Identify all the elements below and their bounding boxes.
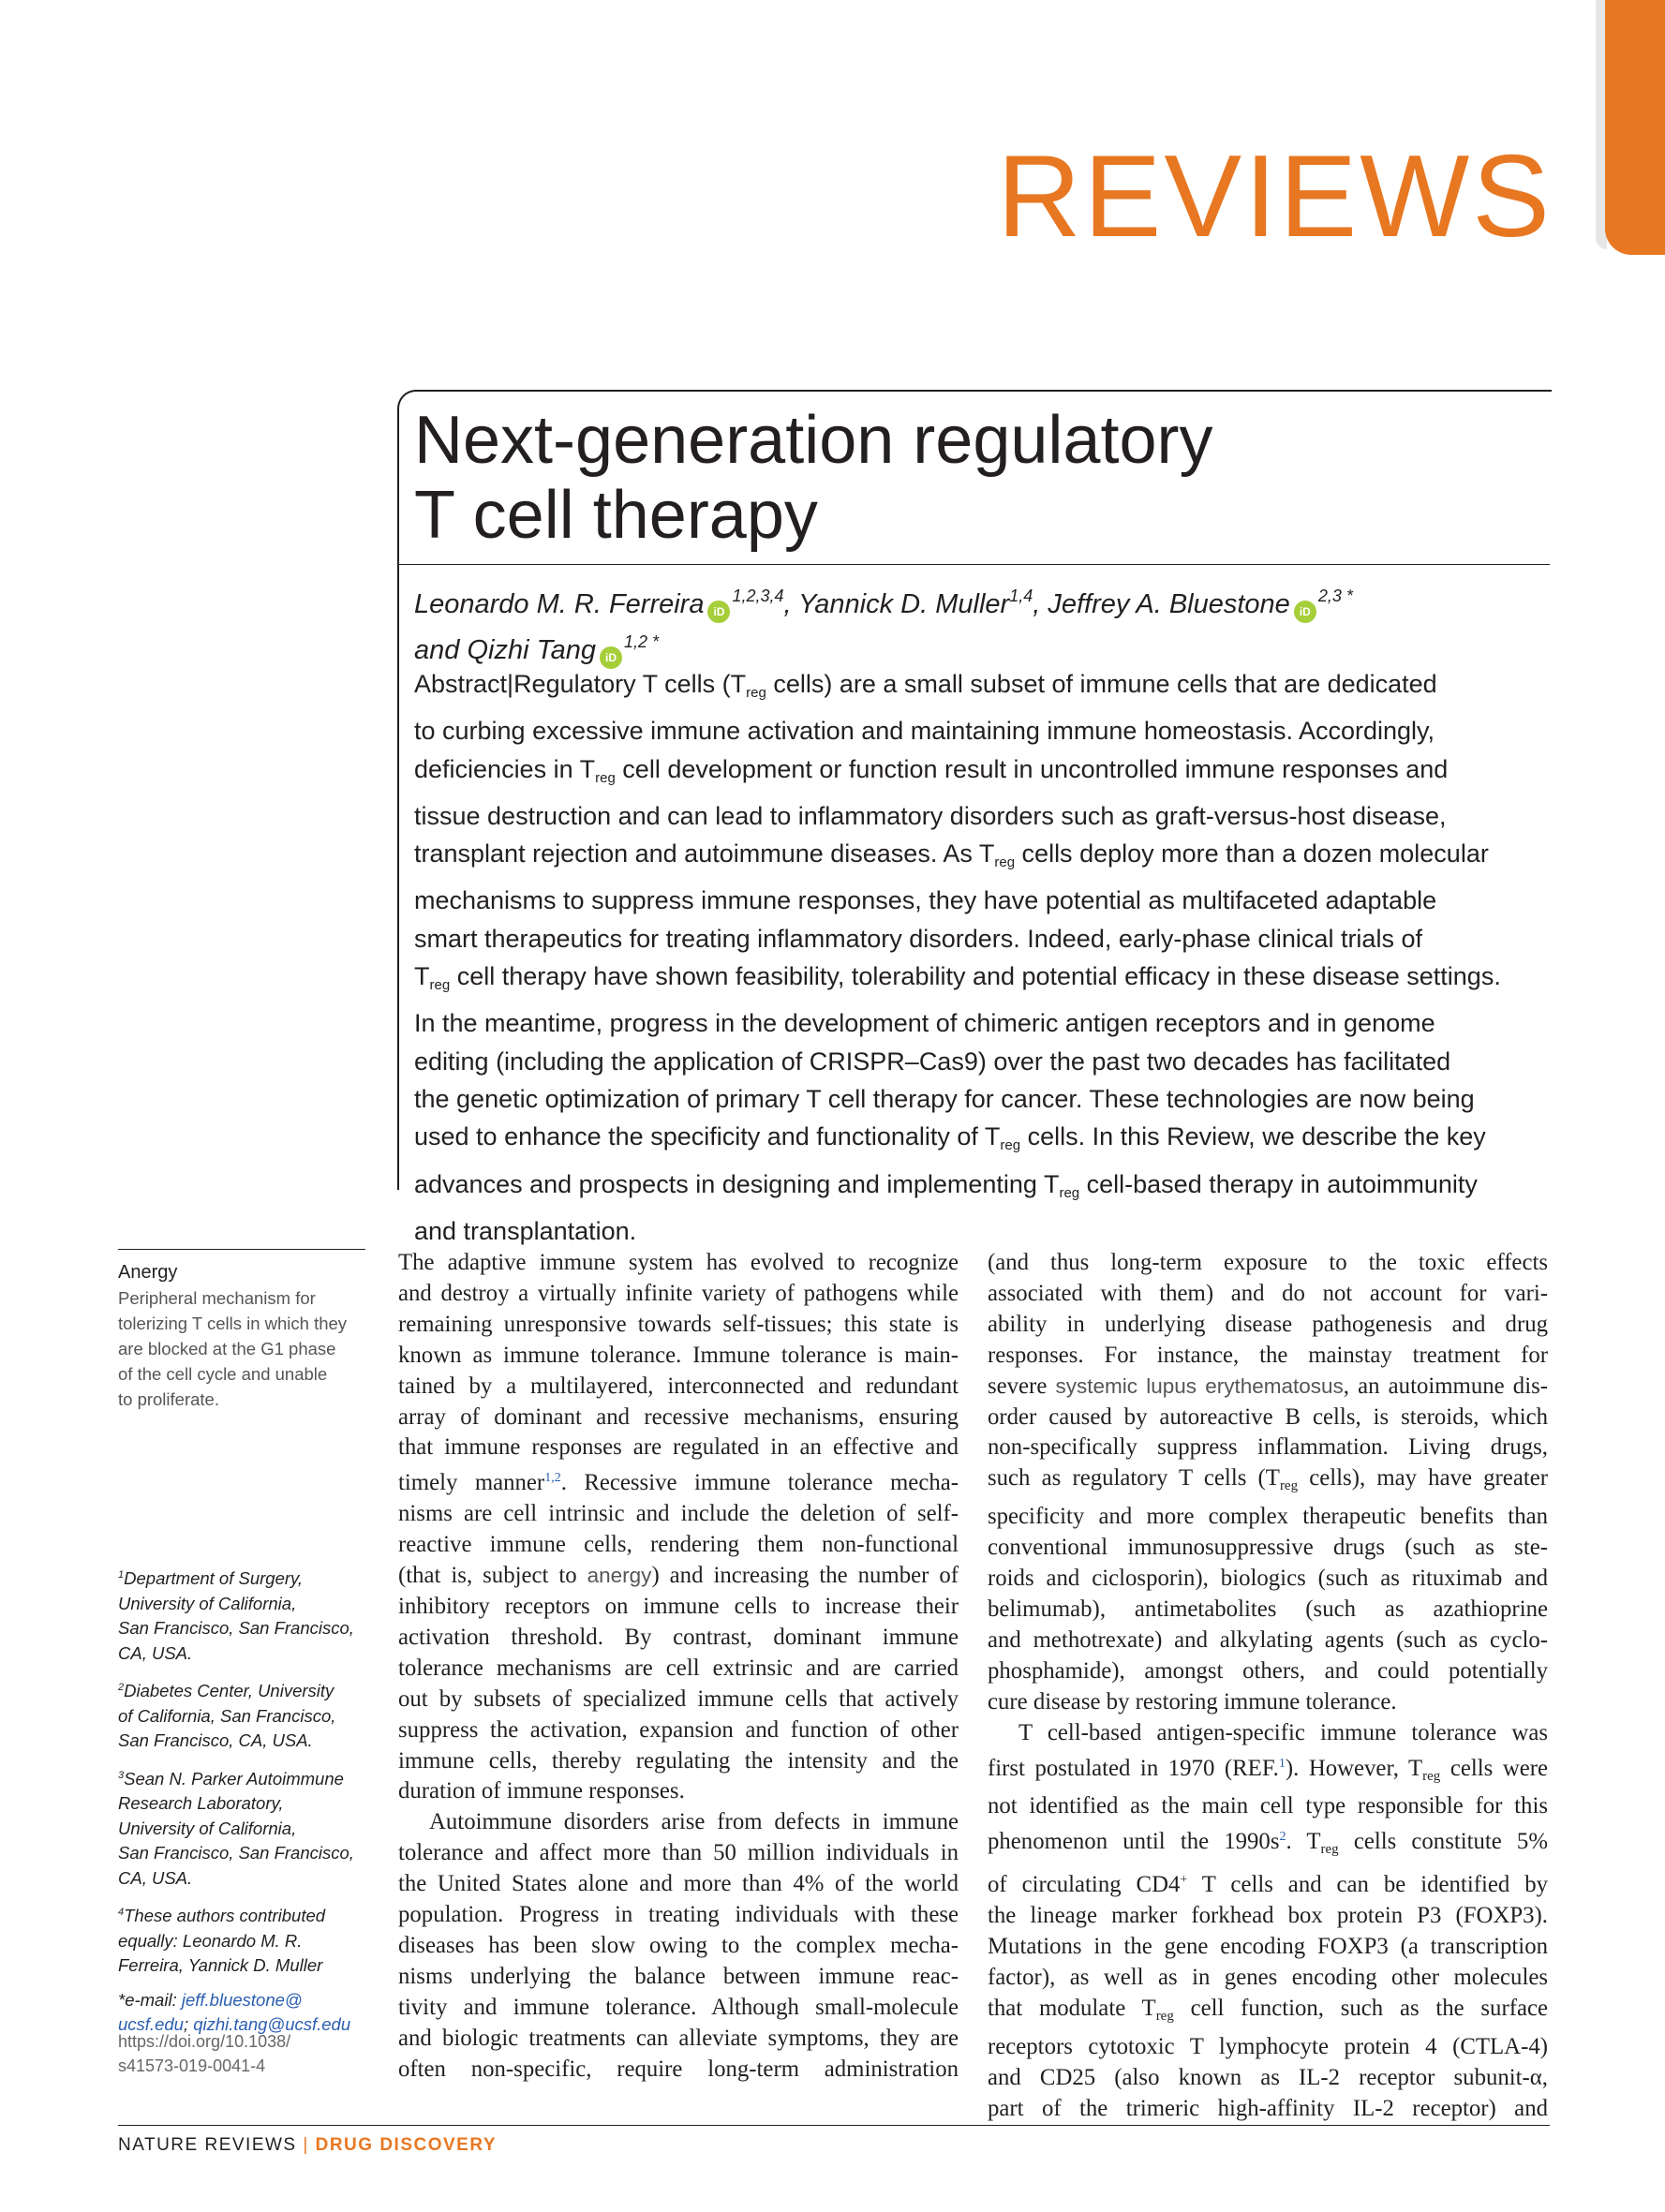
body-text-line: belimumab), antimetabolites (such as azathioprine xyxy=(988,1596,1548,1622)
body-text-line: remaining unresponsive towards self-tissues; this state is xyxy=(398,1311,959,1337)
doi[interactable] xyxy=(118,2029,365,2078)
affiliation-number: 3 xyxy=(118,1769,125,1781)
author-name[interactable]: Leonardo M. R. Ferreira xyxy=(414,589,705,619)
abstract-line: used to enhance the specificity and functionality of $T_{reg}$ cells. In this Review, we describe the key xyxy=(414,1122,1486,1154)
body-text-line: tolerance mechanisms are cell extrinsic and are carried xyxy=(398,1655,959,1681)
abstract-line: mechanisms to suppress immune responses, they have potential as multifaceted adaptable xyxy=(414,886,1437,915)
body-text-line: conventional immunosuppressive drugs (such as ste- xyxy=(988,1535,1548,1561)
section-label: REVIEWS xyxy=(997,132,1553,261)
reference-citation[interactable]: 1,2 xyxy=(544,1471,561,1486)
affiliation-number: 4 xyxy=(118,1907,125,1918)
body-text-line: Autoimmune disorders arise from defects in immune xyxy=(429,1809,959,1835)
glossary-link[interactable]: anergy xyxy=(587,1564,652,1588)
body-text-line: tivity and immune tolerance. Although small-molecule xyxy=(398,1994,959,2020)
body-text-line: the lineage marker forkhead box protein P3 (FOXP3). xyxy=(988,1903,1548,1929)
body-text-line: associated with them) and do not account for vari- xyxy=(988,1280,1548,1306)
affiliation-number: 2 xyxy=(118,1682,125,1693)
body-text-line: nisms underlying the balance between immune reac- xyxy=(398,1963,959,1989)
body-text-line: phosphamide), amongst others, and could potentially xyxy=(988,1657,1548,1684)
body-text-line: order caused by autoreactive B cells, is steroids, which xyxy=(988,1403,1548,1430)
abstract-line: $T_{reg}$ cell therapy have shown feasibility, tolerability and potential efficacy in these disease settings. xyxy=(414,962,1501,994)
body-text-line: specificity and more complex therapeutic benefits than xyxy=(988,1504,1548,1530)
body-text-line: suppress the activation, expansion and function of other xyxy=(398,1716,959,1743)
affiliation-line: Diabetes Center, University xyxy=(124,1681,334,1700)
subscript-reg: reg xyxy=(1155,2008,1174,2024)
affiliation-line: Department of Surgery, xyxy=(124,1568,304,1588)
body-text-line: and destroy a virtually infinite variety of pathogens while xyxy=(398,1280,959,1306)
subscript-reg: reg xyxy=(1422,1768,1441,1784)
reference-citation[interactable]: 1 xyxy=(1278,1756,1286,1771)
affiliation-line: These authors contributed xyxy=(124,1906,326,1925)
body-text-line: timely manner$^{1,2}$. Recessive immune tolerance mecha- xyxy=(398,1470,959,1496)
section-tab xyxy=(1605,0,1665,255)
body-text-line: and methotrexate) and alkylating agents (such as cyclo- xyxy=(988,1626,1548,1653)
glossary-definition-line: of the cell cycle and unable xyxy=(118,1364,328,1384)
body-text-line: Mutations in the gene encoding FOXP3 (a transcription xyxy=(988,1934,1548,1960)
orcid-icon[interactable]: iD xyxy=(600,646,622,669)
body-text-line: (that is, subject to anergy) and increasing the number of xyxy=(398,1563,959,1589)
affiliation-item xyxy=(118,1675,365,1754)
abstract-line: deficiencies in $T_{reg}$ cell development or function result in uncontrolled immune responses and xyxy=(414,754,1449,786)
body-text-line: responses. For instance, the mainstay treatment for xyxy=(988,1342,1548,1368)
footer-separator: | xyxy=(303,2135,309,2155)
affiliation-line: San Francisco, San Francisco, xyxy=(118,1618,354,1638)
affiliation-item xyxy=(118,1563,365,1666)
affiliation-line: equally: Leonardo M. R. xyxy=(118,1930,303,1951)
body-text-line: reactive immune cells, rendering them non-functional xyxy=(398,1532,959,1558)
body-text-line: activation threshold. By contrast, dominant immune xyxy=(398,1624,959,1650)
abstract-line: and transplantation. xyxy=(414,1216,637,1245)
abstract-line: In the meantime, progress in the development of chimeric antigen receptors and in genome xyxy=(414,1009,1435,1038)
body-text-line: the United States alone and more than 4% of the world xyxy=(398,1871,959,1897)
body-text-line: ability in underlying disease pathogenesis and drug xyxy=(988,1311,1548,1337)
body-column-left xyxy=(398,1248,959,2085)
affiliation-line: Ferreira, Yannick D. Muller xyxy=(118,1955,323,1975)
email-separator: ; xyxy=(183,2014,194,2034)
body-text-line: array of dominant and recessive mechanisms, ensuring xyxy=(398,1403,959,1430)
abstract xyxy=(414,665,1550,1250)
body-text-line: roids and ciclosporin), biologics (such as rituximab and xyxy=(988,1566,1548,1592)
author-affiliation-marks: 1,2 * xyxy=(624,632,660,651)
subscript-reg: reg xyxy=(746,685,766,701)
glossary-definition xyxy=(118,1285,365,1412)
body-text-line: and biologic treatments can alleviate symptoms, they are xyxy=(398,2025,959,2051)
abstract-separator: | xyxy=(507,670,514,698)
footer-section: DRUG DISCOVERY xyxy=(315,2135,498,2155)
body-text-line: often non-specific, require long-term administration xyxy=(398,2056,959,2082)
body-text-line: diseases has been slow owing to the complex mecha- xyxy=(398,1932,959,1958)
title-line-1: Next-generation regulatory xyxy=(414,403,1213,478)
subscript-reg: reg xyxy=(429,977,451,994)
subscript-reg: reg xyxy=(1059,1184,1080,1201)
body-text-line: factor), as well as in genes encoding other molecules xyxy=(988,1964,1548,1990)
glossary-link[interactable]: systemic lupus erythematosus xyxy=(1055,1373,1344,1398)
body-text-line: that immune responses are regulated in an effective and xyxy=(398,1434,959,1461)
body-text-line: T cell-based antigen-specific immune tolerance was xyxy=(1018,1719,1548,1745)
abstract-line: editing (including the application of CRISPR–Cas9) over the past two decades has facilitated xyxy=(414,1047,1451,1076)
body-text-line: known as immune tolerance. Immune tolerance is main- xyxy=(398,1342,959,1368)
footer-divider xyxy=(118,2125,1550,2126)
body-text-line: that modulate $T_{reg}$ cell function, such as the surface xyxy=(988,1995,1548,2024)
abstract-line: the genetic optimization of primary T cell therapy for cancer. These technologies are now being xyxy=(414,1084,1475,1113)
affiliation-item xyxy=(118,1900,365,1979)
abstract-line: Abstract|Regulatory T cells ($T_{reg}$ cells) are a small subset of immune cells that are dedicated xyxy=(414,670,1437,701)
body-text-line: immune cells, thereby regulating the intensity and the xyxy=(398,1747,959,1774)
body-text-line: first postulated in 1970 (REF.$^1$). However, $T_{reg}$ cells were xyxy=(988,1755,1548,1784)
reference-citation[interactable]: 2 xyxy=(1279,1830,1286,1845)
orcid-icon[interactable]: iD xyxy=(1294,601,1316,623)
affiliation-line: University of California, xyxy=(118,1593,297,1613)
article-title xyxy=(414,403,1212,553)
affiliations xyxy=(118,1563,365,2047)
affiliation-line: Research Laboratory, xyxy=(118,1793,284,1813)
body-text-line: receptors cytotoxic T lymphocyte protein 4 (CTLA-4) xyxy=(988,2033,1548,2059)
affiliation-line: CA, USA. xyxy=(118,1642,193,1663)
body-text-line: duration of immune responses. xyxy=(398,1778,685,1804)
subscript-reg: reg xyxy=(1320,1842,1339,1858)
body-text-line: inhibitory receptors on immune cells to increase their xyxy=(398,1593,959,1619)
subscript-reg: reg xyxy=(994,854,1016,871)
affiliation-line: University of California, xyxy=(118,1818,297,1838)
affiliation-line: of California, San Francisco, xyxy=(118,1705,336,1726)
body-text-line: cure disease by restoring immune tolerance. xyxy=(988,1688,1397,1715)
affiliation-number: 1 xyxy=(118,1569,125,1581)
author-name[interactable]: Jeffrey A. Bluestone xyxy=(1048,589,1290,619)
author-list: Leonardo M. R. Ferreira iD$^{1,2,3,4}$, Yannick D. Muller$^{1,4}$, Jeffrey A. Bluestone iD$^{2,3 *}$ and Qizhi Tang iD$^{1,2 *}$ xyxy=(414,577,1539,669)
body-text-line: out by subsets of specialized immune cells that actively xyxy=(398,1685,959,1712)
email-link-bluestone[interactable]: jeff.bluestone@ xyxy=(181,1989,303,2010)
subscript-reg: reg xyxy=(1000,1137,1021,1154)
abstract-line: transplant rejection and autoimmune diseases. As $T_{reg}$ cells deploy more than a dozen molecular xyxy=(414,839,1489,871)
glossary-definition-line: tolerizing T cells in which they xyxy=(118,1314,348,1333)
body-text-line: and CD25 (also known as IL-2 receptor subunit-α, xyxy=(988,2064,1548,2090)
body-text-line: tolerance and affect more than 50 million individuals in xyxy=(398,1840,959,1866)
title-divider xyxy=(397,564,1550,565)
glossary-term: Anergy xyxy=(118,1262,178,1283)
superscript-plus: + xyxy=(1180,1873,1188,1888)
title-line-2: T cell therapy xyxy=(414,478,818,553)
glossary-divider xyxy=(118,1249,365,1250)
body-text-line: population. Progress in treating individuals with these xyxy=(398,1902,959,1928)
glossary-definition-line: Peripheral mechanism for xyxy=(118,1288,316,1308)
abstract-line: advances and prospects in designing and implementing $T_{reg}$ cell-based therapy in autoimmunity xyxy=(414,1169,1478,1201)
abstract-line: to curbing excessive immune activation and maintaining immune homeostasis. Accordingly, xyxy=(414,717,1435,746)
email-prefix: *e-mail: xyxy=(118,1989,182,2010)
affiliation-item xyxy=(118,1763,365,1892)
footer xyxy=(118,2135,497,2156)
body-text-line: phenomenon until the 1990s$^2$. $T_{reg}$ cells constitute 5% xyxy=(988,1829,1548,1858)
subscript-reg: reg xyxy=(595,769,616,786)
orcid-icon[interactable]: iD xyxy=(707,601,730,623)
body-text-line: severe systemic lupus erythematosus, an autoimmune dis- xyxy=(988,1373,1548,1399)
body-text-line: nisms are cell intrinsic and include the deletion of self- xyxy=(398,1501,959,1527)
body-text-line: The adaptive immune system has evolved to recognize xyxy=(398,1250,959,1275)
author-name[interactable]: Yannick D. Muller xyxy=(798,589,1010,619)
author-name[interactable]: Qizhi Tang xyxy=(467,635,597,665)
author-affiliation-marks: 1,2,3,4 xyxy=(732,586,784,605)
body-text-line: not identified as the main cell type responsible for this xyxy=(988,1793,1548,1819)
abstract-line: tissue destruction and can lead to inflammatory disorders such as graft-versus-host disease, xyxy=(414,801,1447,830)
abstract-label: Abstract xyxy=(414,670,508,698)
affiliation-line: San Francisco, CA, USA. xyxy=(118,1730,313,1750)
email-link-tang[interactable]: qizhi.tang@ucsf.edu xyxy=(193,2014,351,2034)
glossary-definition-line: are blocked at the G1 phase xyxy=(118,1339,336,1358)
body-text-line: tained by a multilayered, interconnected and redundant xyxy=(398,1373,959,1399)
subscript-reg: reg xyxy=(1279,1478,1299,1494)
body-text-line: such as regulatory T cells ($T_{reg}$ cells), may have greater xyxy=(988,1465,1548,1494)
affiliation-line: Sean N. Parker Autoimmune xyxy=(124,1768,344,1789)
doi-line-2[interactable]: s41573-019-0041-4 xyxy=(118,2056,266,2075)
author-connector: and xyxy=(414,635,468,665)
affiliation-line: San Francisco, San Francisco, xyxy=(118,1843,354,1863)
body-column-right xyxy=(988,1248,1548,2124)
footer-journal: NATURE REVIEWS xyxy=(118,2135,297,2155)
body-text-line: part of the trimeric high-affinity IL-2 receptor) and xyxy=(988,2095,1548,2121)
affiliation-line: CA, USA. xyxy=(118,1867,193,1888)
author-affiliation-marks: 1,4 xyxy=(1009,586,1033,605)
doi-line-1[interactable]: https://doi.org/10.1038/ xyxy=(118,2032,291,2051)
glossary-definition-line: to proliferate. xyxy=(118,1389,219,1409)
email-link-bluestone-domain[interactable]: ucsf.edu xyxy=(118,2014,184,2034)
abstract-line: smart therapeutics for treating inflammatory disorders. Indeed, early-phase clinical trials of xyxy=(414,924,1422,953)
body-text-line: of circulating CD4+ T cells and can be identified by xyxy=(988,1872,1548,1898)
body-text-line: non-specifically suppress inflammation. Living drugs, xyxy=(988,1434,1548,1461)
author-affiliation-marks: 2,3 * xyxy=(1317,586,1353,605)
body-text-line: (and thus long-term exposure to the toxic effects xyxy=(988,1250,1548,1275)
